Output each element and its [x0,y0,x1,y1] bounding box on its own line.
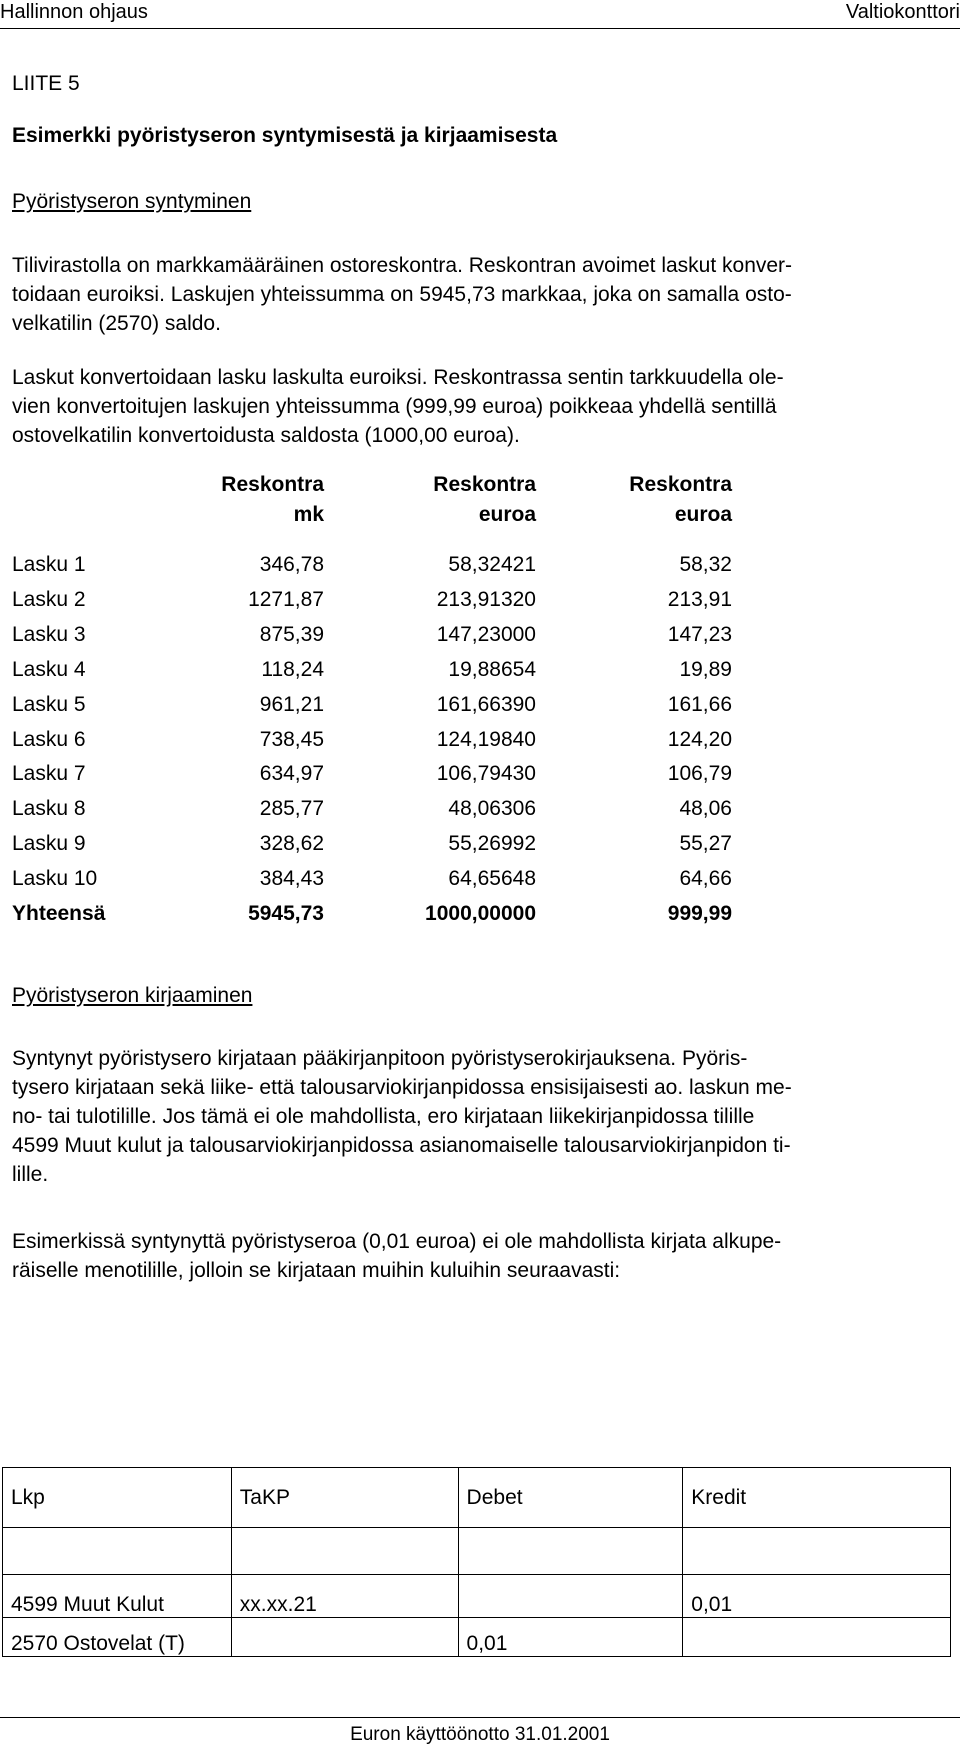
value-euroa-5: 1000,00000 [425,902,536,925]
ledger-row [3,1528,951,1575]
column-header-euroa-2: Reskontra euroa [629,473,732,526]
value-mk: 634,97 [259,762,324,785]
text-line: tysero kirjataan sekä liike- että talousarviokirjanpidossa ensisijaisesti ao. laskun me- [12,1076,792,1099]
ledger-row [3,1618,951,1657]
ledger-cell [458,1575,683,1618]
value-euroa-2: 48,06 [679,797,732,820]
ledger-header-cell: Lkp [3,1468,232,1528]
text-line: vien konvertoitujen laskujen yhteissumma (999,99 euroa) poikkeaa yhdellä sentillä [12,395,777,418]
value-euroa-5: 55,26992 [448,832,536,855]
ledger-cell [683,1528,951,1575]
row-label: Lasku 7 [12,762,86,785]
value-euroa-5: 58,32421 [448,553,536,576]
column-header-mk: Reskontra mk [221,473,324,526]
row-label: Lasku 4 [12,658,86,681]
row-label: Lasku 9 [12,832,86,855]
row-label: Yhteensä [12,902,106,925]
ledger-table [2,1467,951,1657]
value-euroa-5: 161,66390 [436,693,536,716]
value-euroa-5: 147,23000 [436,623,536,646]
header-right-text: Valtiokonttori [845,1,960,23]
value-euroa-2: 213,91 [667,588,732,611]
page-header [0,0,960,26]
paragraph-origin-2 [12,363,952,450]
paragraph-posting-2 [12,1227,952,1285]
value-mk: 285,77 [259,797,324,820]
reskontra-row [12,658,732,697]
value-euroa-5: 106,79430 [436,762,536,785]
ledger-cell: 0,01 [458,1618,683,1657]
value-mk: 118,24 [261,658,324,681]
section-heading-origin: Pyöristyseron syntyminen [12,190,252,213]
row-label: Lasku 2 [12,588,86,611]
value-euroa-2: 161,66 [667,693,732,716]
reskontra-row [12,623,732,662]
value-euroa-2: 147,23 [667,623,732,646]
reskontra-row [12,693,732,732]
page-title: Esimerkki pyöristyseron syntymisestä ja kirjaamisesta [12,124,558,147]
reskontra-row [12,553,732,592]
page-footer: Euron käyttöönotto 31.01.2001 [350,1724,610,1745]
text-line: 4599 Muut kulut ja talousarviokirjanpidossa asianomaiselle talousarviokirjanpidon ti- [12,1134,791,1157]
ledger-cell: 4599 Muut Kulut [3,1575,232,1618]
text-line: Tilivirastolla on markkamääräinen ostoreskontra. Reskontran avoimet laskut konver- [12,254,793,277]
value-mk: 384,43 [259,867,324,890]
text-line: toidaan euroiksi. Laskujen yhteissumma on 5945,73 markkaa, joka on samalla osto- [12,283,792,306]
header-divider [0,28,960,29]
value-euroa-2: 58,32 [679,553,732,576]
appendix-label: LIITE 5 [12,72,80,95]
section-heading-posting: Pyöristyseron kirjaaminen [12,984,253,1007]
ledger-cell: xx.xx.21 [231,1575,458,1618]
ledger-header-row [3,1468,951,1528]
reskontra-row [12,762,732,801]
text-line: velkatilin (2570) saldo. [12,312,221,335]
row-label: Lasku 6 [12,728,86,751]
ledger-cell [458,1528,683,1575]
reskontra-row [12,867,732,906]
value-mk: 738,45 [259,728,324,751]
paragraph-origin-1 [12,251,952,338]
header-left-text: Hallinnon ohjaus [0,1,148,23]
text-line: no- tai tulotilille. Jos tämä ei ole mahdollista, ero kirjataan liikekirjanpidossa tilille [12,1105,755,1128]
reskontra-total-row [12,902,732,941]
value-mk: 961,21 [259,693,324,716]
ledger-cell [683,1618,951,1657]
value-euroa-2: 19,89 [679,658,732,681]
text-line: lille. [12,1163,49,1186]
ledger-header-cell: Kredit [683,1468,951,1528]
text-line: Syntynyt pyöristysero kirjataan pääkirjanpitoon pyöristyserokirjauksena. Pyöris- [12,1047,748,1070]
value-euroa-2: 64,66 [679,867,732,890]
row-label: Lasku 8 [12,797,86,820]
value-mk: 1271,87 [248,588,324,611]
value-mk: 346,78 [259,553,324,576]
ledger-header-cell: TaKP [231,1468,458,1528]
value-euroa-2: 999,99 [667,902,732,925]
value-mk: 328,62 [259,832,324,855]
ledger-cell [231,1618,458,1657]
value-mk: 875,39 [259,623,324,646]
value-euroa-5: 213,91320 [436,588,536,611]
paragraph-posting-1 [12,1044,952,1189]
footer-divider [0,1717,960,1718]
value-euroa-5: 64,65648 [448,867,536,890]
value-euroa-5: 19,88654 [448,658,536,681]
row-label: Lasku 3 [12,623,86,646]
text-line: Laskut konvertoidaan lasku laskulta euroiksi. Reskontrassa sentin tarkkuudella ole- [12,366,784,389]
reskontra-row [12,588,732,627]
reskontra-row [12,797,732,836]
text-line: ostovelkatilin konvertoidusta saldosta (1000,00 euroa). [12,424,520,447]
reskontra-row [12,832,732,871]
ledger-cell [231,1528,458,1575]
ledger-row [3,1575,951,1618]
row-label: Lasku 5 [12,693,86,716]
row-label: Lasku 10 [12,867,98,890]
ledger-cell: 2570 Ostovelat (T) [3,1618,232,1657]
text-line: Esimerkissä syntynyttä pyöristyseroa (0,01 euroa) ei ole mahdollista kirjata alkupe- [12,1230,782,1253]
value-euroa-5: 48,06306 [448,797,536,820]
ledger-cell [3,1528,232,1575]
reskontra-header-row [12,470,732,538]
ledger-cell: 0,01 [683,1575,951,1618]
value-mk: 5945,73 [248,902,324,925]
text-line: räiselle menotilille, jolloin se kirjataan muihin kuluihin seuraavasti: [12,1259,621,1282]
value-euroa-5: 124,19840 [436,728,536,751]
row-label: Lasku 1 [12,553,86,576]
value-euroa-2: 55,27 [679,832,732,855]
ledger-header-cell: Debet [458,1468,683,1528]
column-header-euroa-5: Reskontra euroa [433,473,536,526]
value-euroa-2: 124,20 [667,728,732,751]
value-euroa-2: 106,79 [667,762,732,785]
